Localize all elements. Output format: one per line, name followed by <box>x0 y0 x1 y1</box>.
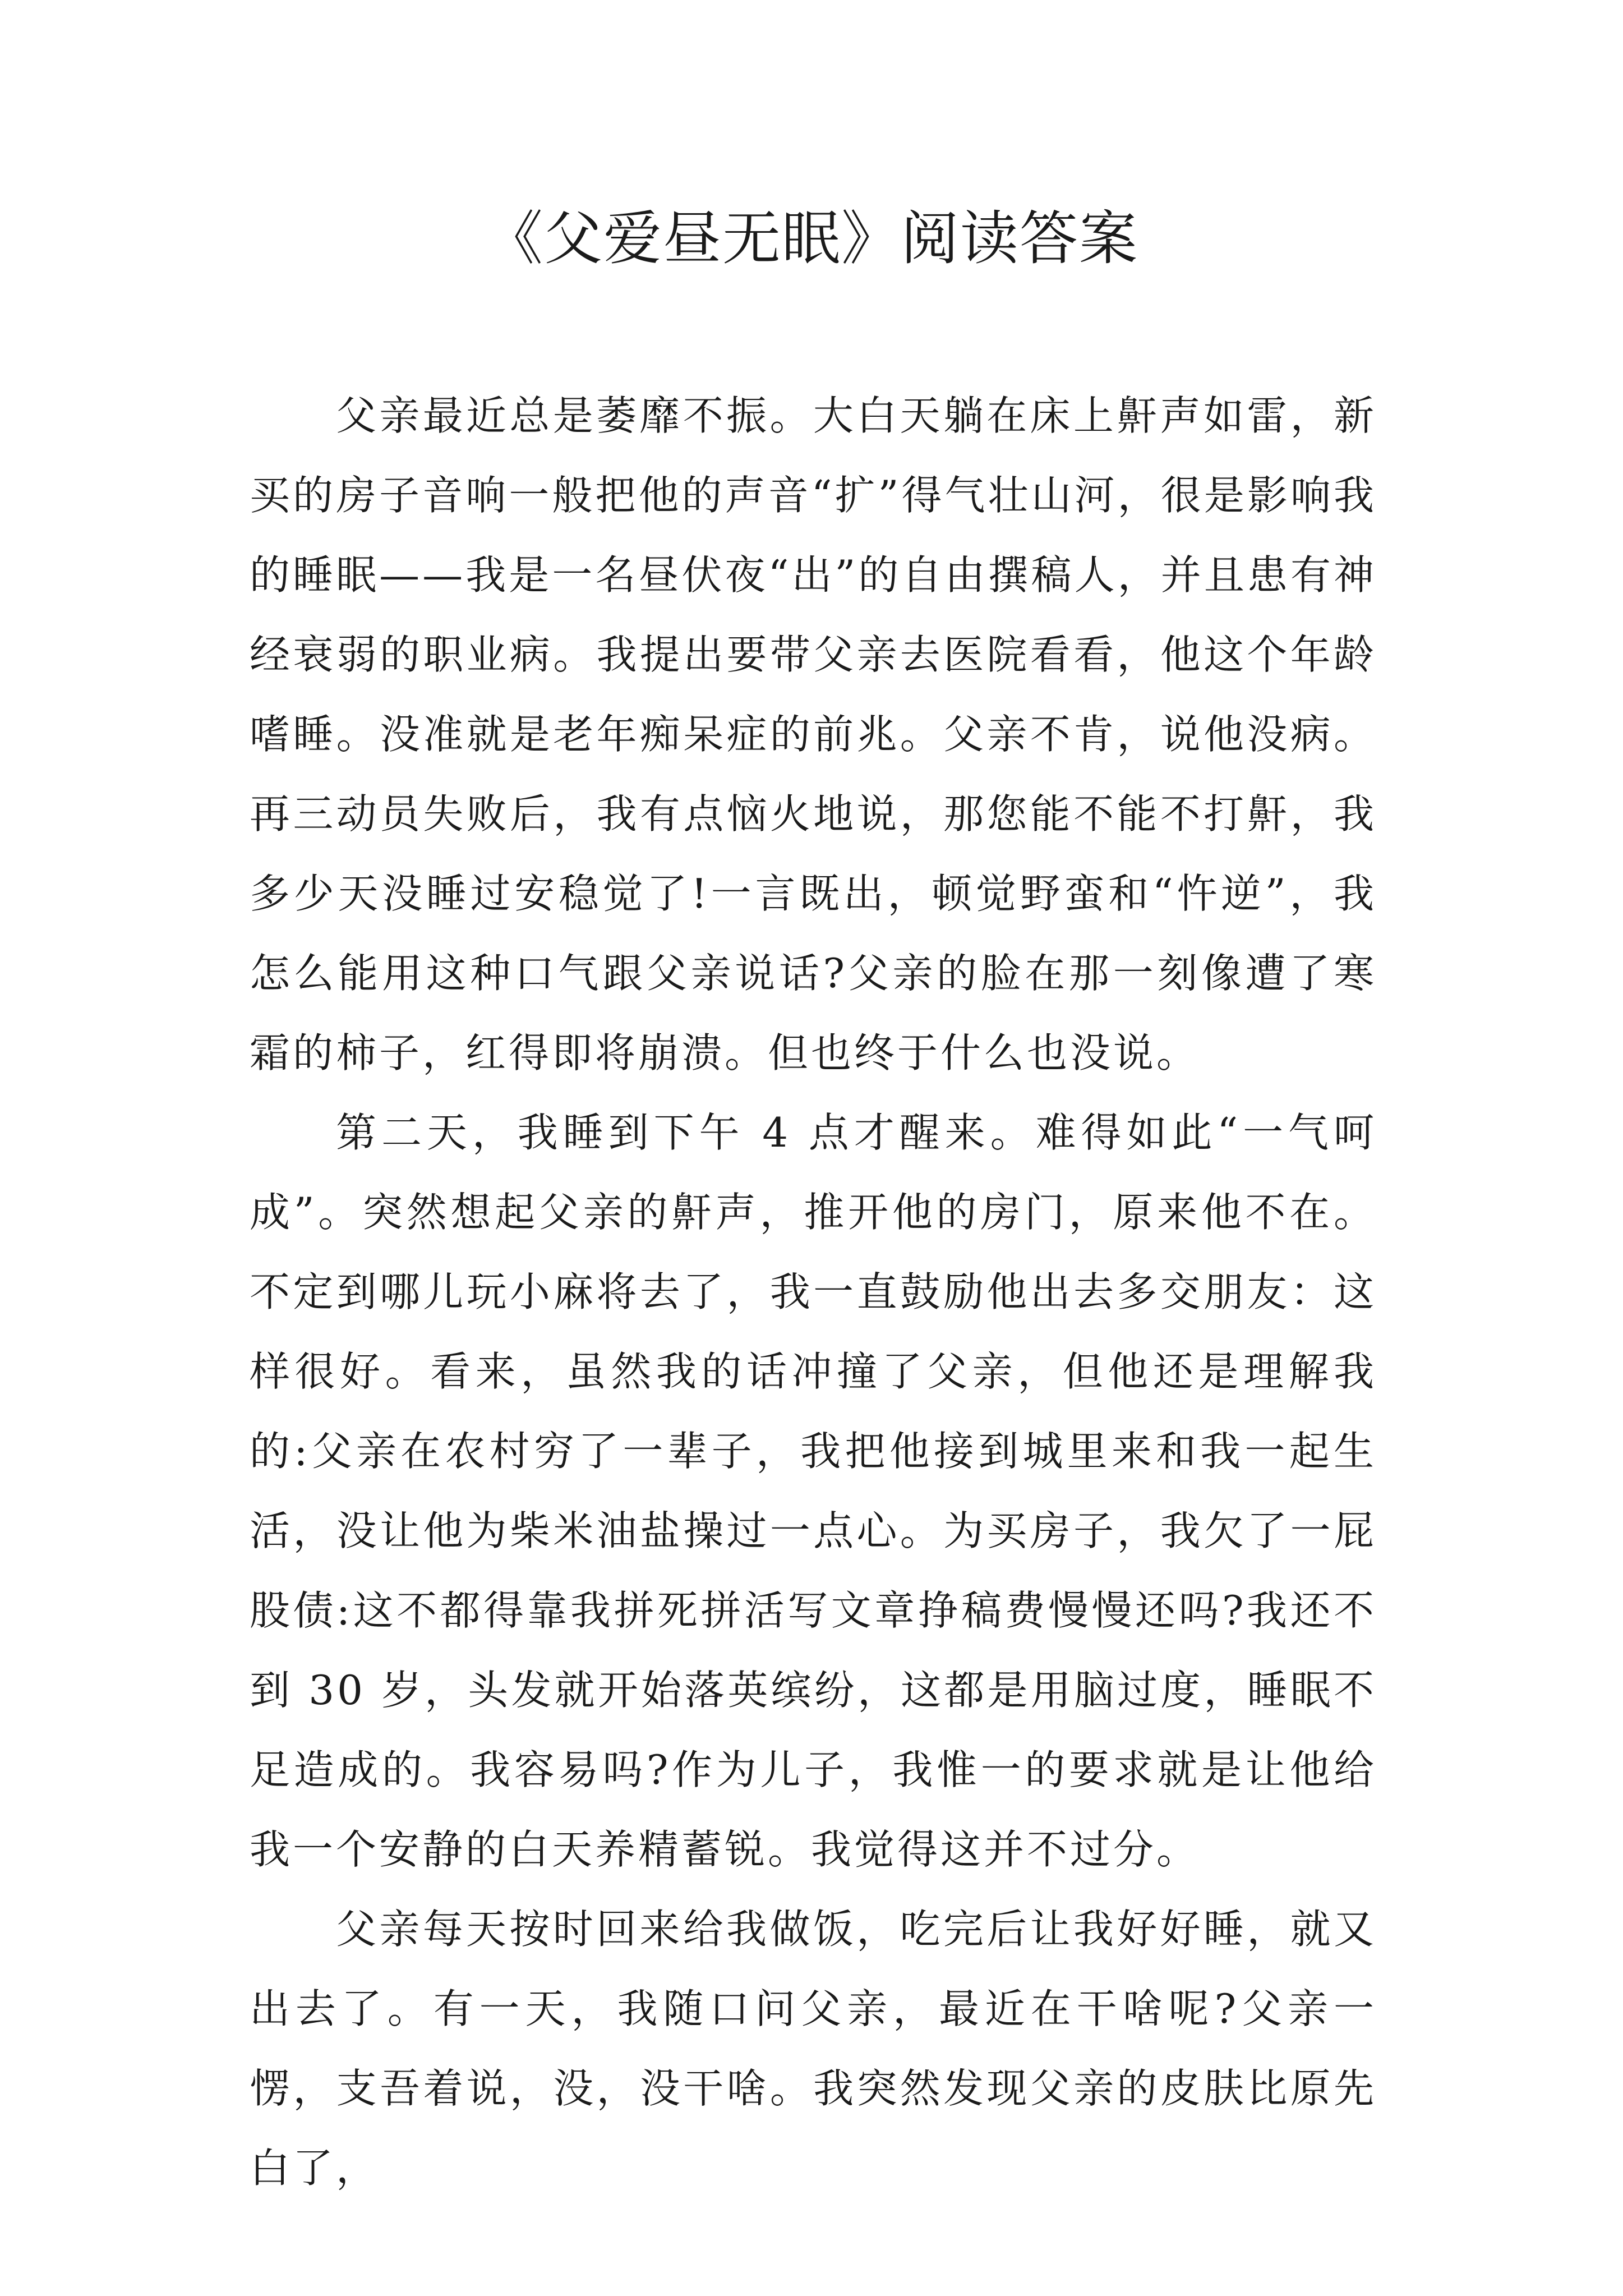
document-title: 《父爱昼无眠》阅读答案 <box>484 204 1138 273</box>
paragraph: 父亲每天按时回来给我做饭，吃完后让我好好睡，就又出去了。有一天，我随口问父亲，最近在干啥呢?父亲一愣，支吾着说，没，没干啥。我突然发现父亲的皮肤比原先白了， <box>250 1906 1377 2192</box>
paragraph: 父亲最近总是萎靡不振。大白天躺在床上鼾声如雷，新买的房子音响一般把他的声音“扩”得气壮山河，很是影响我的睡眠——我是一名昼伏夜“出”的自由撰稿人，并且患有神经衰弱的职业病。我提出要带父亲去医院看看，他这个年龄嗜睡。没准就是老年痴呆症的前兆。父亲不肯，说他没病。再三动员失败后，我有点恼火地说，那您能不能不打鼾，我多少天没睡过安稳觉了!一言既出，顿觉野蛮和“忤逆”，我怎么能用这种口气跟父亲说话?父亲的脸在那一刻像遭了寒霜的柿子，红得即将崩溃。但也终于什么也没说。 <box>250 392 1377 1076</box>
document-body <box>250 376 1377 2208</box>
paragraph: 第二天，我睡到下午 4 点才醒来。难得如此“一气呵成”。突然想起父亲的鼾声，推开他的房门，原来他不在。不定到哪儿玩小麻将去了，我一直鼓励他出去多交朋友：这样很好。看来，虽然我的话冲撞了父亲，但他还是理解我的:父亲在农村穷了一辈子，我把他接到城里来和我一起生活，没让他为柴米油盐操过一点心。为买房子，我欠了一屁股债:这不都得靠我拼死拼活写文章挣稿费慢慢还吗?我还不到 30 岁，头发就开始落英缤纷，这都是用脑过度，睡眠不足造成的。我容易吗?作为儿子，我惟一的要求就是让他给我一个安静的白天养精蓄锐。我觉得这并不过分。 <box>250 1109 1377 1873</box>
